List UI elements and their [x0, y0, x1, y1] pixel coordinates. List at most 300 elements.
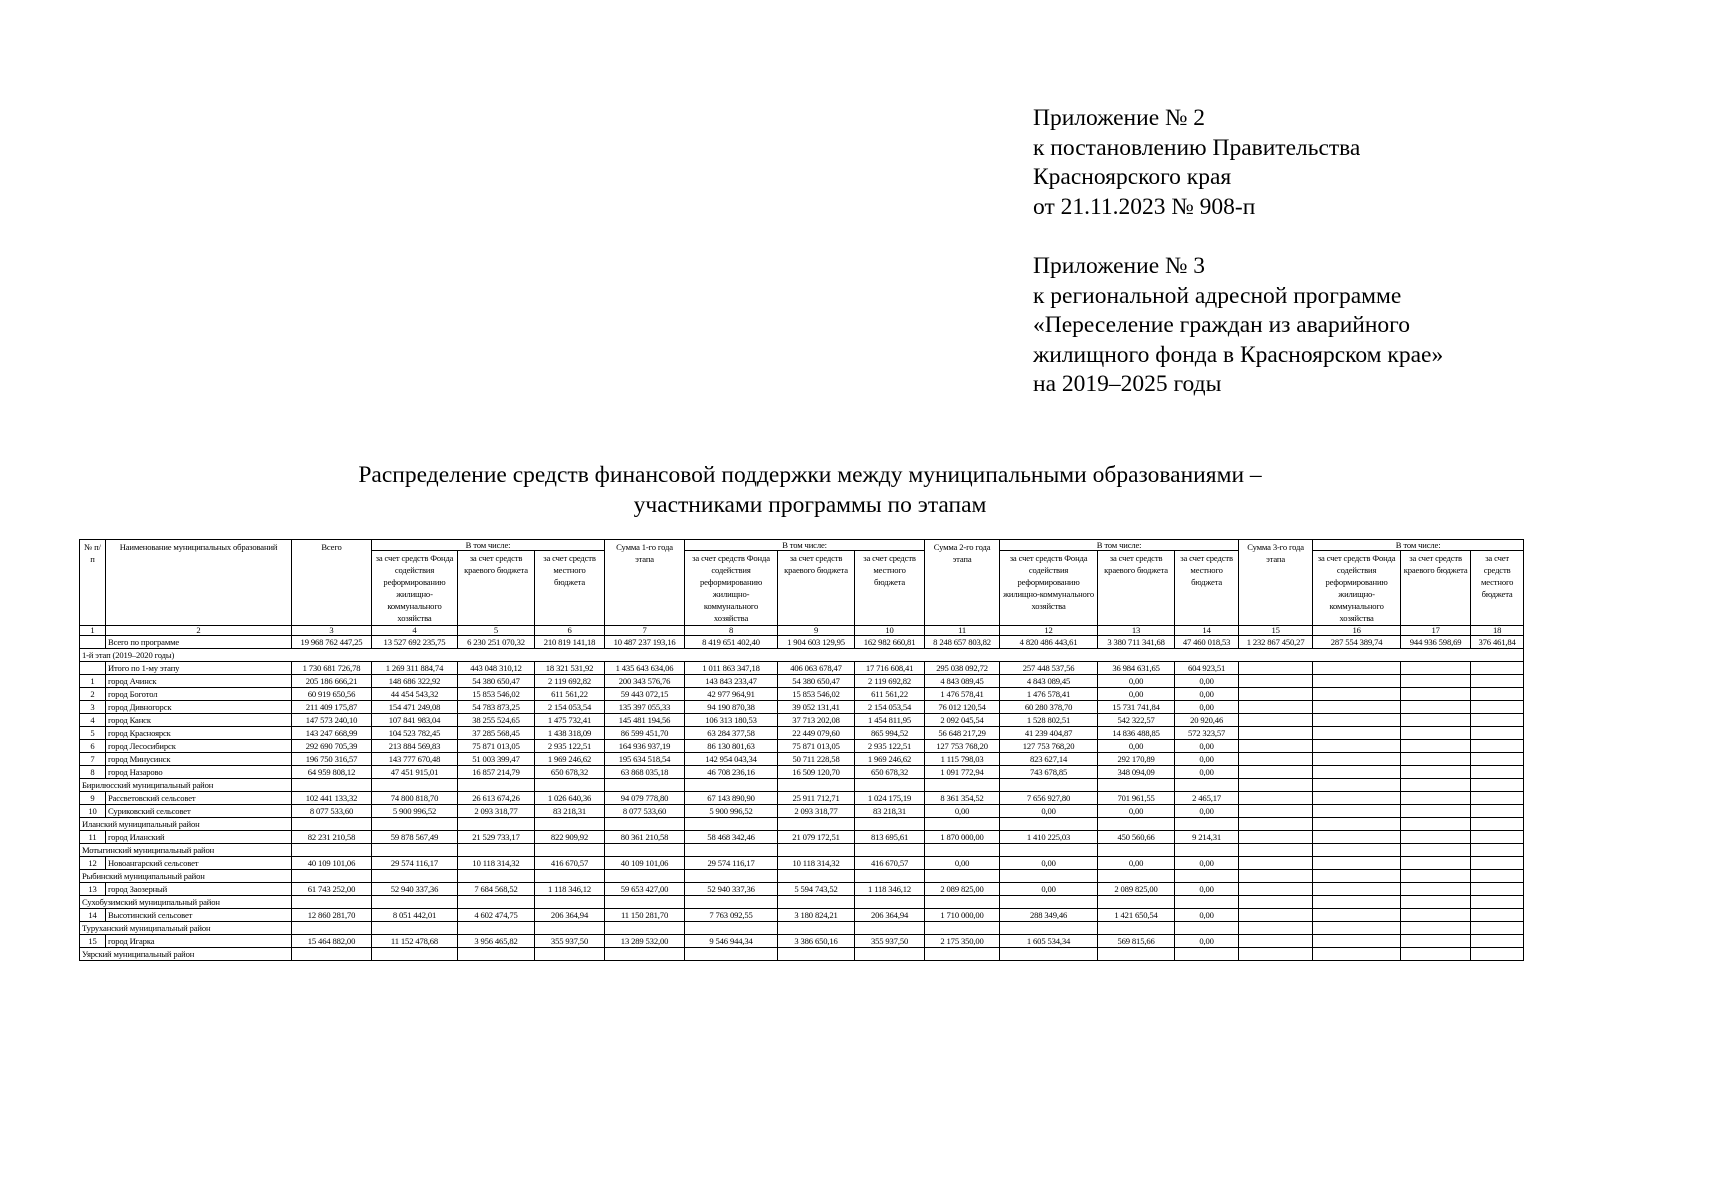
col-header-local: за счет средств местного бюджета [535, 551, 605, 626]
amount-cell [1401, 909, 1471, 922]
annex-line: Приложение № 2 [1033, 105, 1206, 131]
amount-cell: 17 716 608,41 [855, 662, 925, 675]
amount-cell [1313, 883, 1401, 896]
amount-cell: 10 118 314,32 [458, 857, 535, 870]
amount-cell [1175, 870, 1239, 883]
amount-cell [535, 948, 605, 961]
amount-cell: 143 777 670,48 [372, 753, 458, 766]
table-row [80, 909, 1524, 922]
amount-cell [1000, 922, 1098, 935]
annex-line: Красноярского края [1033, 164, 1232, 190]
amount-cell: 10 487 237 193,16 [605, 636, 685, 649]
amount-cell: 51 003 399,47 [458, 753, 535, 766]
amount-cell: 2 154 053,54 [855, 701, 925, 714]
amount-cell: 135 397 055,33 [605, 701, 685, 714]
district-row-label: Туруханский муниципальный район [80, 922, 292, 935]
district-row-label: Иланский муниципальный район [80, 818, 292, 831]
amount-cell [458, 896, 535, 909]
amount-cell [1401, 753, 1471, 766]
amount-cell: 542 322,57 [1098, 714, 1175, 727]
amount-cell [1401, 948, 1471, 961]
amount-cell: 2 935 122,51 [855, 740, 925, 753]
title-line: участниками программы по этапам [633, 492, 987, 518]
amount-cell [855, 870, 925, 883]
amount-cell [1239, 948, 1313, 961]
amount-cell [1471, 909, 1524, 922]
amount-cell: 102 441 133,32 [292, 792, 372, 805]
annex-line: к постановлению Правительства [1033, 134, 1361, 161]
amount-cell: 29 574 116,17 [685, 857, 778, 870]
amount-cell: 162 982 660,81 [855, 636, 925, 649]
amount-cell [1401, 870, 1471, 883]
municipality-name: Всего по программе [106, 636, 292, 649]
amount-cell: 0,00 [1175, 675, 1239, 688]
amount-cell [1401, 701, 1471, 714]
amount-cell [1098, 779, 1175, 792]
annex-2-header [1033, 104, 1360, 222]
amount-cell [535, 844, 605, 857]
amount-cell [605, 948, 685, 961]
col-header-sum2: Сумма 2-го года этапа [925, 540, 1000, 626]
amount-cell: 5 900 996,52 [372, 805, 458, 818]
amount-cell: 2 093 318,77 [458, 805, 535, 818]
col-header-fund: за счет средств Фонда содействия реформированию жилищно-коммунального хозяйства [1000, 551, 1098, 626]
amount-cell: 211 409 175,87 [292, 701, 372, 714]
column-number: 7 [605, 626, 685, 636]
amount-cell: 206 364,94 [535, 909, 605, 922]
amount-cell: 416 670,57 [855, 857, 925, 870]
district-row [80, 922, 1524, 935]
amount-cell [292, 948, 372, 961]
amount-cell [1313, 675, 1401, 688]
amount-cell: 1 438 318,09 [535, 727, 605, 740]
amount-cell: 1 011 863 347,18 [685, 662, 778, 675]
col-header-sum1: Сумма 1-го года этапа [605, 540, 685, 626]
amount-cell [925, 779, 1000, 792]
amount-cell: 8 419 651 402,40 [685, 636, 778, 649]
amount-cell [925, 922, 1000, 935]
row-number: 11 [80, 831, 106, 844]
district-row [80, 779, 1524, 792]
col-header-fund: за счет средств Фонда содействия реформированию жилищно-коммунального хозяйства [372, 551, 458, 626]
amount-cell: 15 464 882,00 [292, 935, 372, 948]
amount-cell: 75 871 013,05 [778, 740, 855, 753]
amount-cell: 104 523 782,45 [372, 727, 458, 740]
amount-cell: 569 815,66 [1098, 935, 1175, 948]
municipality-name: Новоангарский сельсовет [106, 857, 292, 870]
municipality-name: Суриковский сельсовет [106, 805, 292, 818]
table-row [80, 831, 1524, 844]
amount-cell: 107 841 983,04 [372, 714, 458, 727]
amount-cell: 3 380 711 341,68 [1098, 636, 1175, 649]
amount-cell: 40 109 101,06 [292, 857, 372, 870]
column-number: 15 [1239, 626, 1313, 636]
amount-cell [1098, 870, 1175, 883]
amount-cell: 2 935 122,51 [535, 740, 605, 753]
amount-cell: 0,00 [1175, 935, 1239, 948]
amount-cell: 743 678,85 [1000, 766, 1098, 779]
amount-cell: 63 868 035,18 [605, 766, 685, 779]
amount-cell [778, 948, 855, 961]
amount-cell: 16 857 214,79 [458, 766, 535, 779]
amount-cell: 210 819 141,18 [535, 636, 605, 649]
amount-cell [1471, 805, 1524, 818]
amount-cell [1471, 857, 1524, 870]
row-number: 4 [80, 714, 106, 727]
amount-cell: 205 186 666,21 [292, 675, 372, 688]
amount-cell: 19 968 762 447,25 [292, 636, 372, 649]
amount-cell: 0,00 [1175, 740, 1239, 753]
amount-cell: 4 820 486 443,61 [1000, 636, 1098, 649]
amount-cell: 355 937,50 [855, 935, 925, 948]
amount-cell [605, 844, 685, 857]
column-number: 1 [80, 626, 106, 636]
amount-cell [778, 870, 855, 883]
col-header-local: за счет средств местного бюджета [1175, 551, 1239, 626]
amount-cell: 4 602 474,75 [458, 909, 535, 922]
amount-cell: 94 190 870,38 [685, 701, 778, 714]
amount-cell: 416 670,57 [535, 857, 605, 870]
amount-cell: 5 900 996,52 [685, 805, 778, 818]
amount-cell [1471, 948, 1524, 961]
amount-cell [1000, 818, 1098, 831]
amount-cell: 143 843 233,47 [685, 675, 778, 688]
amount-cell: 54 380 650,47 [458, 675, 535, 688]
district-row-label: Уярский муниципальный район [80, 948, 292, 961]
amount-cell [292, 844, 372, 857]
amount-cell [1000, 948, 1098, 961]
amount-cell [1313, 662, 1401, 675]
amount-cell: 8 248 657 803,82 [925, 636, 1000, 649]
amount-cell [1239, 727, 1313, 740]
col-header-name: Наименование муниципальных образований [106, 540, 292, 626]
amount-cell: 0,00 [1175, 701, 1239, 714]
amount-cell [535, 779, 605, 792]
amount-cell [1471, 818, 1524, 831]
amount-cell [1401, 688, 1471, 701]
amount-cell [925, 870, 1000, 883]
amount-cell: 1 024 175,19 [855, 792, 925, 805]
amount-cell: 0,00 [1175, 909, 1239, 922]
amount-cell [1098, 948, 1175, 961]
row-number: 15 [80, 935, 106, 948]
amount-cell [1000, 779, 1098, 792]
amount-cell [1401, 740, 1471, 753]
amount-cell: 76 012 120,54 [925, 701, 1000, 714]
amount-cell: 11 150 281,70 [605, 909, 685, 922]
amount-cell [372, 779, 458, 792]
amount-cell: 1 115 798,03 [925, 753, 1000, 766]
amount-cell [1239, 896, 1313, 909]
amount-cell [1401, 844, 1471, 857]
amount-cell [458, 779, 535, 792]
amount-cell: 213 884 569,83 [372, 740, 458, 753]
amount-cell [372, 844, 458, 857]
amount-cell: 1 118 346,12 [855, 883, 925, 896]
amount-cell: 2 093 318,77 [778, 805, 855, 818]
col-header-fund: за счет средств Фонда содействия реформированию жилищно-коммунального хозяйства [1313, 551, 1401, 626]
amount-cell: 74 800 818,70 [372, 792, 458, 805]
amount-cell [1239, 935, 1313, 948]
amount-cell [1471, 766, 1524, 779]
amount-cell: 650 678,32 [535, 766, 605, 779]
amount-cell [1239, 688, 1313, 701]
amount-cell [1471, 701, 1524, 714]
amount-cell [1000, 870, 1098, 883]
amount-cell [292, 779, 372, 792]
amount-cell [778, 922, 855, 935]
amount-cell [372, 870, 458, 883]
amount-cell [1239, 844, 1313, 857]
table-row [80, 701, 1524, 714]
amount-cell [1175, 818, 1239, 831]
col-header-total: Всего [292, 540, 372, 626]
amount-cell: 2 154 053,54 [535, 701, 605, 714]
amount-cell: 2 089 825,00 [925, 883, 1000, 896]
amount-cell [1239, 766, 1313, 779]
amount-cell: 355 937,50 [535, 935, 605, 948]
amount-cell [1471, 727, 1524, 740]
amount-cell [1471, 675, 1524, 688]
column-number-row [80, 626, 1524, 636]
amount-cell: 61 743 252,00 [292, 883, 372, 896]
amount-cell [925, 896, 1000, 909]
amount-cell: 944 936 598,69 [1401, 636, 1471, 649]
amount-cell [778, 844, 855, 857]
amount-cell [1313, 766, 1401, 779]
municipality-name: город Назарово [106, 766, 292, 779]
row-number: 5 [80, 727, 106, 740]
amount-cell: 701 961,55 [1098, 792, 1175, 805]
amount-cell: 200 343 576,76 [605, 675, 685, 688]
amount-cell: 44 454 543,32 [372, 688, 458, 701]
amount-cell [1401, 766, 1471, 779]
amount-cell: 86 599 451,70 [605, 727, 685, 740]
amount-cell: 143 247 668,99 [292, 727, 372, 740]
amount-cell: 0,00 [1175, 805, 1239, 818]
amount-cell [1313, 779, 1401, 792]
amount-cell: 0,00 [1098, 857, 1175, 870]
amount-cell [1313, 896, 1401, 909]
amount-cell [1313, 948, 1401, 961]
amount-cell [685, 870, 778, 883]
amount-cell: 0,00 [1175, 857, 1239, 870]
amount-cell [1175, 779, 1239, 792]
amount-cell: 59 653 427,00 [605, 883, 685, 896]
amount-cell [1239, 909, 1313, 922]
amount-cell [458, 818, 535, 831]
amount-cell: 1 091 772,94 [925, 766, 1000, 779]
amount-cell: 46 708 236,16 [685, 766, 778, 779]
amount-cell: 15 853 546,02 [778, 688, 855, 701]
amount-cell: 9 214,31 [1175, 831, 1239, 844]
amount-cell: 83 218,31 [855, 805, 925, 818]
col-header-incl: В том числе: [1313, 540, 1524, 551]
amount-cell: 94 079 778,80 [605, 792, 685, 805]
amount-cell: 0,00 [1000, 805, 1098, 818]
amount-cell: 10 118 314,32 [778, 857, 855, 870]
amount-cell [1313, 714, 1401, 727]
amount-cell: 1 435 643 634,06 [605, 662, 685, 675]
amount-cell [1313, 935, 1401, 948]
amount-cell: 823 627,14 [1000, 753, 1098, 766]
amount-cell: 1 528 802,51 [1000, 714, 1098, 727]
amount-cell: 82 231 210,58 [292, 831, 372, 844]
amount-cell: 75 871 013,05 [458, 740, 535, 753]
amount-cell: 42 977 964,91 [685, 688, 778, 701]
amount-cell: 47 460 018,53 [1175, 636, 1239, 649]
amount-cell [1471, 740, 1524, 753]
amount-cell: 67 143 890,90 [685, 792, 778, 805]
municipality-name: город Канск [106, 714, 292, 727]
amount-cell: 14 836 488,85 [1098, 727, 1175, 740]
amount-cell: 0,00 [1098, 675, 1175, 688]
amount-cell [1313, 909, 1401, 922]
row-number: 13 [80, 883, 106, 896]
amount-cell [1239, 883, 1313, 896]
amount-cell [535, 922, 605, 935]
col-header-local: за счет средств местного бюджета [1471, 551, 1524, 626]
amount-cell: 4 843 089,45 [1000, 675, 1098, 688]
amount-cell [1471, 922, 1524, 935]
table-row [80, 857, 1524, 870]
amount-cell [458, 870, 535, 883]
amount-cell: 106 313 180,53 [685, 714, 778, 727]
amount-cell [605, 896, 685, 909]
amount-cell: 3 180 824,21 [778, 909, 855, 922]
amount-cell: 611 561,22 [855, 688, 925, 701]
municipality-name: город Красноярск [106, 727, 292, 740]
amount-cell [1239, 870, 1313, 883]
stage-row [80, 649, 1524, 662]
column-number: 4 [372, 626, 458, 636]
amount-cell [1239, 753, 1313, 766]
amount-cell [1401, 935, 1471, 948]
amount-cell: 295 038 092,72 [925, 662, 1000, 675]
municipality-name: город Боготол [106, 688, 292, 701]
amount-cell [1239, 922, 1313, 935]
amount-cell [1401, 896, 1471, 909]
amount-cell: 20 920,46 [1175, 714, 1239, 727]
amount-cell: 1 410 225,03 [1000, 831, 1098, 844]
amount-cell: 0,00 [1098, 805, 1175, 818]
col-header-fund: за счет средств Фонда содействия реформированию жилищно-коммунального хозяйства [685, 551, 778, 626]
amount-cell: 21 079 172,51 [778, 831, 855, 844]
district-row [80, 870, 1524, 883]
amount-cell [1313, 844, 1401, 857]
table-row [80, 935, 1524, 948]
row-number: 2 [80, 688, 106, 701]
amount-cell: 288 349,46 [1000, 909, 1098, 922]
amount-cell [855, 779, 925, 792]
amount-cell: 142 954 043,34 [685, 753, 778, 766]
municipality-name: город Иланский [106, 831, 292, 844]
amount-cell [1098, 818, 1175, 831]
col-header-incl: В том числе: [372, 540, 605, 551]
district-row [80, 818, 1524, 831]
amount-cell [1401, 922, 1471, 935]
amount-cell: 287 554 389,74 [1313, 636, 1401, 649]
amount-cell: 1 730 681 726,78 [292, 662, 372, 675]
amount-cell: 0,00 [1098, 740, 1175, 753]
amount-cell: 813 695,61 [855, 831, 925, 844]
district-row-label: Мотыгинский муниципальный район [80, 844, 292, 857]
amount-cell: 54 380 650,47 [778, 675, 855, 688]
amount-cell: 611 561,22 [535, 688, 605, 701]
amount-cell [1471, 792, 1524, 805]
amount-cell: 376 461,84 [1471, 636, 1524, 649]
amount-cell: 572 323,57 [1175, 727, 1239, 740]
amount-cell: 865 994,52 [855, 727, 925, 740]
amount-cell: 37 713 202,08 [778, 714, 855, 727]
amount-cell [1471, 662, 1524, 675]
amount-cell: 0,00 [1175, 766, 1239, 779]
amount-cell: 58 468 342,46 [685, 831, 778, 844]
amount-cell: 41 239 404,87 [1000, 727, 1098, 740]
amount-cell: 1 421 650,54 [1098, 909, 1175, 922]
amount-cell: 13 289 532,00 [605, 935, 685, 948]
amount-cell: 1 969 246,62 [535, 753, 605, 766]
amount-cell: 0,00 [925, 805, 1000, 818]
amount-cell [685, 779, 778, 792]
amount-cell: 1 710 000,00 [925, 909, 1000, 922]
amount-cell [1313, 818, 1401, 831]
municipality-name: город Ачинск [106, 675, 292, 688]
amount-cell [1098, 844, 1175, 857]
amount-cell: 1 269 311 884,74 [372, 662, 458, 675]
amount-cell [372, 948, 458, 961]
row-number [80, 662, 106, 675]
amount-cell [292, 922, 372, 935]
amount-cell [685, 896, 778, 909]
amount-cell [372, 818, 458, 831]
col-header-incl: В том числе: [685, 540, 925, 551]
amount-cell [1313, 870, 1401, 883]
amount-cell: 443 048 310,12 [458, 662, 535, 675]
amount-cell: 12 860 281,70 [292, 909, 372, 922]
column-number: 9 [778, 626, 855, 636]
amount-cell [1471, 883, 1524, 896]
amount-cell [855, 948, 925, 961]
row-number: 14 [80, 909, 106, 922]
amount-cell [1401, 883, 1471, 896]
amount-cell: 8 361 354,52 [925, 792, 1000, 805]
amount-cell: 38 255 524,65 [458, 714, 535, 727]
amount-cell [1401, 675, 1471, 688]
amount-cell: 0,00 [1000, 883, 1098, 896]
amount-cell [1471, 844, 1524, 857]
column-number: 13 [1098, 626, 1175, 636]
municipality-name: город Дивногорск [106, 701, 292, 714]
amount-cell: 8 051 442,01 [372, 909, 458, 922]
amount-cell [1313, 792, 1401, 805]
amount-cell: 0,00 [1175, 753, 1239, 766]
column-number: 8 [685, 626, 778, 636]
amount-cell: 0,00 [925, 857, 1000, 870]
amount-cell: 47 451 915,01 [372, 766, 458, 779]
amount-cell: 26 613 674,26 [458, 792, 535, 805]
amount-cell: 4 843 089,45 [925, 675, 1000, 688]
amount-cell: 18 321 531,92 [535, 662, 605, 675]
amount-cell: 16 509 120,70 [778, 766, 855, 779]
amount-cell [1471, 688, 1524, 701]
amount-cell: 80 361 210,58 [605, 831, 685, 844]
amount-cell [1401, 857, 1471, 870]
amount-cell: 5 594 743,52 [778, 883, 855, 896]
amount-cell [372, 922, 458, 935]
amount-cell [372, 896, 458, 909]
amount-cell: 59 443 072,15 [605, 688, 685, 701]
